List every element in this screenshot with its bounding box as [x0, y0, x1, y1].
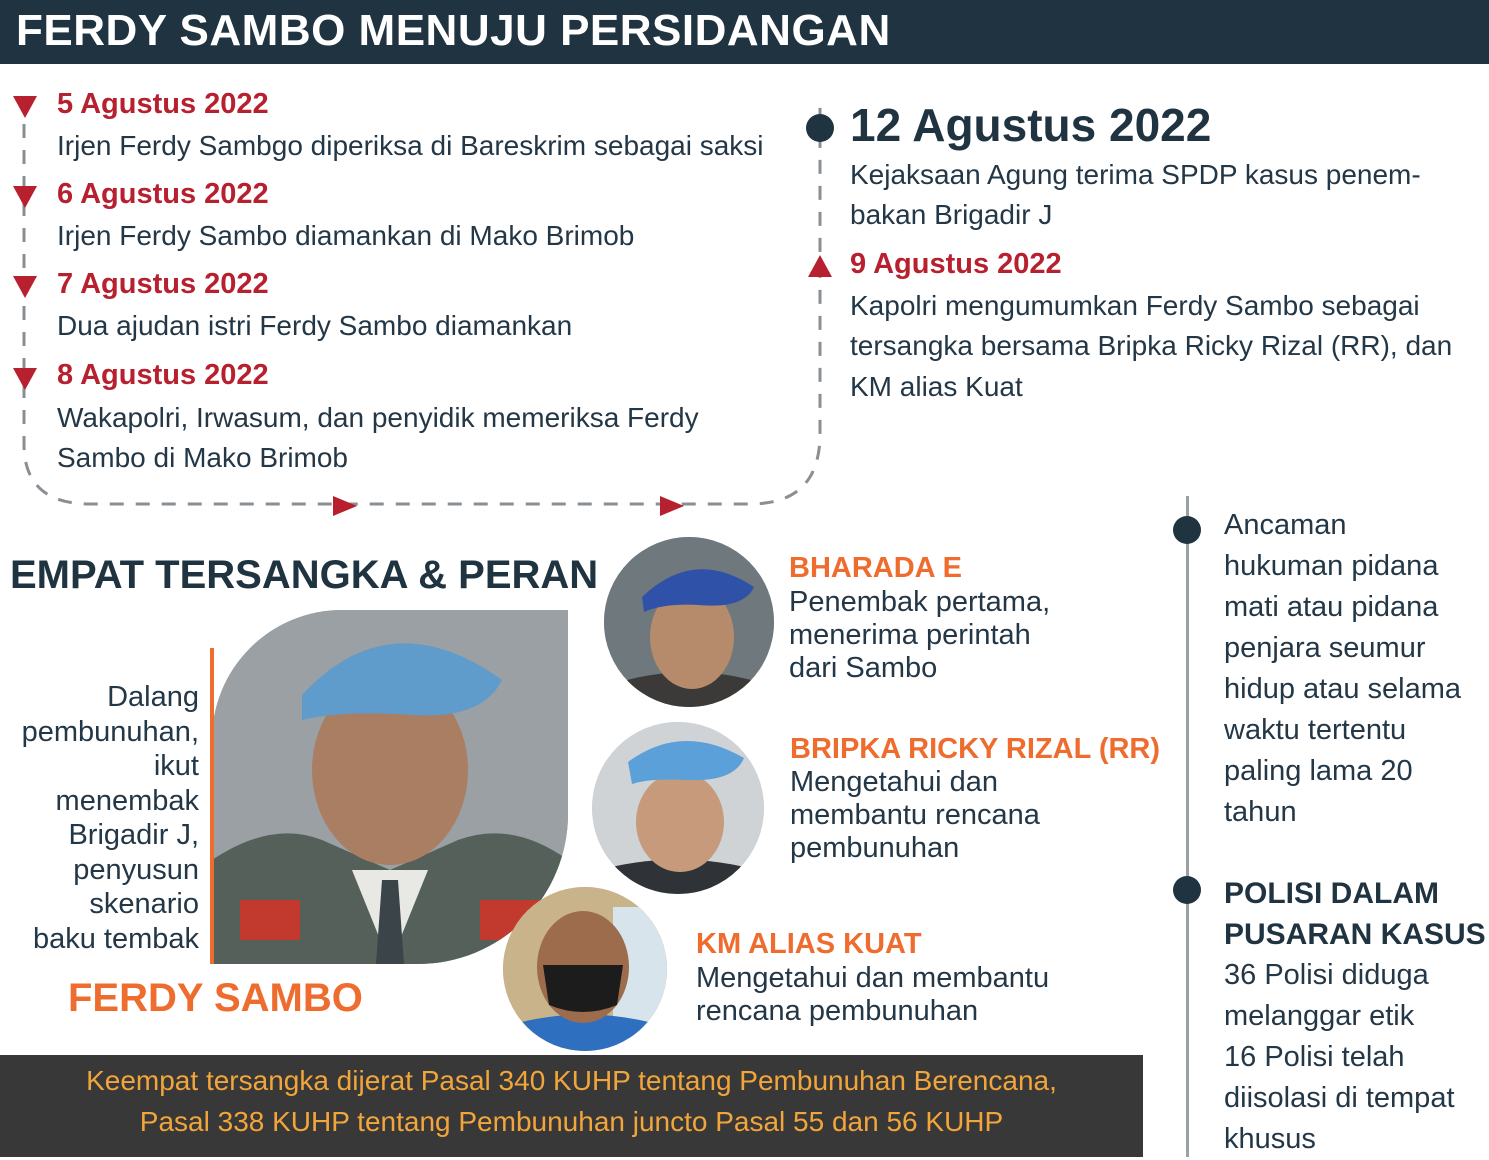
role-line: menerima perintah — [789, 619, 1031, 651]
triangle-down-icon — [13, 368, 37, 390]
role-line: Brigadir J, — [68, 819, 199, 851]
police-line: 16 Polisi telah — [1224, 1041, 1405, 1073]
bharada-e-name: BHARADA E — [789, 552, 962, 584]
police-line: diisolasi di tempat — [1224, 1082, 1455, 1114]
role-line: pembunuhan, — [21, 715, 199, 748]
police-text — [1224, 955, 1455, 1160]
timeline-text: tersangka bersama Bripka Ricky Rizal (RR), dan — [850, 330, 1453, 361]
timeline-main-date: 12 Agustus 2022 — [850, 99, 1212, 151]
ricky-rizal-photo — [592, 722, 764, 894]
role-line: pembunuhan — [790, 832, 960, 864]
threat-line: paling lama 20 — [1224, 755, 1413, 787]
ricky-rizal-role — [790, 766, 1040, 865]
threat-line: Ancaman — [1224, 509, 1347, 541]
police-line: khusus — [1224, 1123, 1316, 1155]
sidebar-dot — [1173, 516, 1201, 544]
footer-line: Pasal 338 KUHP tentang Pembunuhan juncto Pasal 55 dan 56 KUHP — [139, 1106, 1004, 1137]
role-line: menembak — [55, 784, 199, 817]
threat-line: penjara seumur — [1224, 632, 1426, 664]
timeline-date: 7 Agustus 2022 — [57, 268, 269, 300]
timeline-text: Kapolri mengumumkan Ferdy Sambo sebagai — [850, 290, 1420, 321]
timeline-date: 8 Agustus 2022 — [57, 359, 269, 391]
threat-text — [1224, 505, 1461, 833]
police-line: 36 Polisi diduga — [1224, 959, 1429, 991]
sidebar-dot — [1173, 876, 1201, 904]
role-line: skenario — [89, 888, 199, 920]
threat-line: mati atau pidana — [1224, 591, 1439, 623]
timeline-text: Kejaksaan Agung terima SPDP kasus penem- — [850, 159, 1421, 190]
triangle-down-icon — [13, 186, 37, 208]
role-line: Dalang — [107, 681, 199, 713]
triangle-up-icon — [808, 255, 832, 277]
arrow-right-icon — [333, 496, 357, 516]
arrow-right-icon — [660, 496, 684, 516]
role-line: membantu rencana — [790, 799, 1040, 831]
footer-note — [0, 1060, 1143, 1142]
police-title-line: PUSARAN KASUS — [1224, 918, 1486, 951]
triangle-down-icon — [13, 96, 37, 118]
page-title: FERDY SAMBO MENUJU PERSIDANGAN — [16, 6, 891, 55]
role-line: Mengetahui dan membantu — [696, 962, 1050, 994]
role-line: dari Sambo — [789, 652, 938, 684]
bharada-e-photo — [604, 537, 774, 707]
accent-bar — [210, 648, 214, 964]
role-line: ikut — [153, 750, 199, 782]
role-line: Penembak pertama, — [789, 586, 1051, 618]
threat-line: tahun — [1224, 796, 1297, 828]
police-line: melanggar etik — [1224, 1000, 1415, 1032]
km-kuat-photo — [503, 887, 667, 1051]
sidebar-line — [1186, 496, 1189, 1157]
role-line: penyusun — [73, 853, 199, 886]
timeline-text: KM alias Kuat — [850, 371, 1023, 402]
timeline-date: 5 Agustus 2022 — [57, 88, 269, 120]
police-title-line: POLISI DALAM — [1224, 877, 1439, 910]
timeline-text: bakan Brigadir J — [850, 199, 1053, 230]
role-line: Mengetahui dan — [790, 766, 998, 798]
threat-line: hukuman pidana — [1224, 550, 1439, 582]
suspects-section-title: EMPAT TERSANGKA & PERAN — [10, 553, 599, 597]
timeline-dot — [806, 114, 834, 142]
timeline-date: 6 Agustus 2022 — [57, 178, 269, 210]
threat-line: waktu tertentu — [1224, 714, 1407, 746]
threat-line: hidup atau selama — [1224, 673, 1461, 705]
ricky-rizal-name: BRIPKA RICKY RIZAL (RR) — [790, 733, 1161, 765]
timeline-text: Wakapolri, Irwasum, dan penyidik memeriksa Ferdy — [57, 402, 699, 433]
km-kuat-name: KM ALIAS KUAT — [696, 928, 922, 960]
timeline-text: Sambo di Mako Brimob — [57, 442, 349, 473]
timeline-text: Irjen Ferdy Sambgo diperiksa di Bareskrim sebagai saksi — [57, 130, 764, 161]
footer-line: Keempat tersangka dijerat Pasal 340 KUHP tentang Pembunuhan Berencana, — [86, 1065, 1057, 1096]
role-line: baku tembak — [32, 922, 199, 955]
timeline-text: Irjen Ferdy Sambo diamankan di Mako Brimob — [57, 220, 635, 251]
bharada-e-role — [789, 586, 1050, 685]
sambo-name: FERDY SAMBO — [68, 976, 363, 1020]
police-title — [1224, 873, 1486, 955]
ferdy-sambo-photo — [212, 610, 568, 964]
sambo-role — [0, 680, 199, 956]
timeline-text: Dua ajudan istri Ferdy Sambo diamankan — [57, 310, 573, 341]
km-kuat-role — [696, 962, 1049, 1028]
timeline-date: 9 Agustus 2022 — [850, 248, 1062, 280]
role-line: rencana pembunuhan — [696, 995, 979, 1027]
triangle-down-icon — [13, 276, 37, 298]
